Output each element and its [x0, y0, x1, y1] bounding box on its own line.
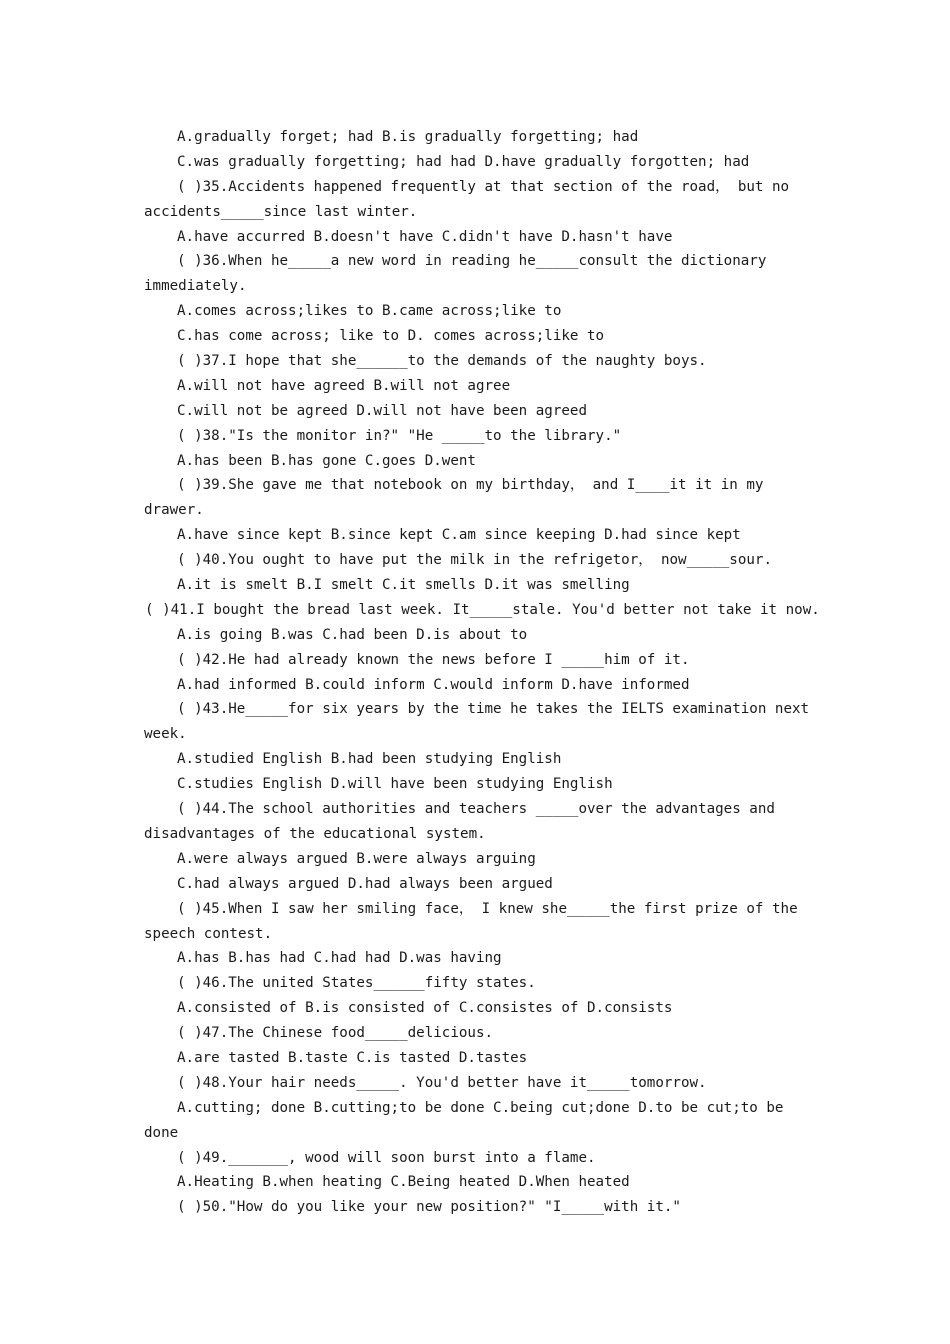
option-line: C.has come across; like to D. comes across;like to — [177, 328, 605, 345]
option-line: A.is going B.was C.had been D.is about to — [177, 626, 528, 643]
question-50: ( )50."How do you like your new position?" "I_____with it." — [177, 1199, 681, 1216]
question-45: ( )45.When I saw her smiling face， I knew she_____the first prize of the — [177, 900, 798, 917]
question-48: ( )48.Your hair needs_____. You'd better have it_____tomorrow. — [177, 1074, 707, 1091]
option-line: C.was gradually forgetting; had had D.have gradually forgotten; had — [177, 153, 750, 170]
question-39: ( )39.She gave me that notebook on my birthday， and I____it it in my — [177, 477, 764, 494]
option-line: A.have since kept B.since kept C.am since keeping D.had since kept — [177, 527, 741, 544]
question-39-continued: drawer. — [144, 502, 204, 519]
option-line: A.cutting; done B.cutting;to be done C.being cut;done D.to be cut;to be — [177, 1099, 784, 1116]
question-44: ( )44.The school authorities and teachers _____over the advantages and — [177, 801, 775, 818]
option-line: A.it is smelt B.I smelt C.it smells D.it was smelling — [177, 577, 630, 594]
question-44-continued: disadvantages of the educational system. — [144, 825, 486, 842]
question-38: ( )38."Is the monitor in?" "He _____to the library." — [177, 427, 622, 444]
option-line: C.had always argued D.had always been argued — [177, 875, 553, 892]
option-line: A.has B.has had C.had had D.was having — [177, 950, 502, 967]
option-line: A.are tasted B.taste C.is tasted D.tastes — [177, 1049, 528, 1066]
question-49: ( )49._______, wood will soon burst into a flame. — [177, 1149, 596, 1166]
question-42: ( )42.He had already known the news before I _____him of it. — [177, 651, 690, 668]
option-line: A.will not have agreed B.will not agree — [177, 377, 511, 394]
question-35-continued: accidents_____since last winter. — [144, 203, 418, 220]
question-47: ( )47.The Chinese food_____delicious. — [177, 1025, 494, 1042]
document-page — [0, 125, 950, 1220]
option-line: A.gradually forget; had B.is gradually forgetting; had — [177, 129, 639, 145]
question-37: ( )37.I hope that she______to the demands of the naughty boys. — [177, 353, 707, 370]
option-line: A.were always argued B.were always arguing — [177, 850, 536, 867]
question-36-continued: immediately. — [144, 278, 247, 295]
option-line: A.studied English B.had been studying English — [177, 751, 562, 768]
question-35: ( )35.Accidents happened frequently at that section of the road， but no — [177, 178, 790, 195]
question-43: ( )43.He_____for six years by the time he takes the IELTS examination next — [177, 701, 810, 718]
question-45-continued: speech contest. — [144, 925, 273, 942]
option-line: A.had informed B.could inform C.would inform D.have informed — [177, 676, 690, 693]
option-line: A.have accurred B.doesn't have C.didn't have D.hasn't have — [177, 228, 673, 245]
question-40: ( )40.You ought to have put the milk in the refrigetor， now_____sour. — [177, 552, 773, 569]
option-line: C.will not be agreed D.will not have been agreed — [177, 402, 587, 419]
question-46: ( )46.The united States______fifty states. — [177, 975, 536, 992]
option-line: A.consisted of B.is consisted of C.consistes of D.consists — [177, 1000, 673, 1017]
question-41: ( )41.I bought the bread last week. It_____stale. You'd better not take it now. — [145, 601, 820, 618]
option-line: A.Heating B.when heating C.Being heated D.When heated — [177, 1174, 630, 1191]
option-line: A.has been B.has gone C.goes D.went — [177, 452, 476, 469]
option-line: C.studies English D.will have been studying English — [177, 776, 613, 793]
option-line: A.comes across;likes to B.came across;like to — [177, 303, 562, 320]
question-36: ( )36.When he_____a new word in reading he_____consult the dictionary — [177, 253, 767, 270]
question-43-continued: week. — [144, 726, 187, 743]
option-line-continued: done — [144, 1124, 179, 1141]
